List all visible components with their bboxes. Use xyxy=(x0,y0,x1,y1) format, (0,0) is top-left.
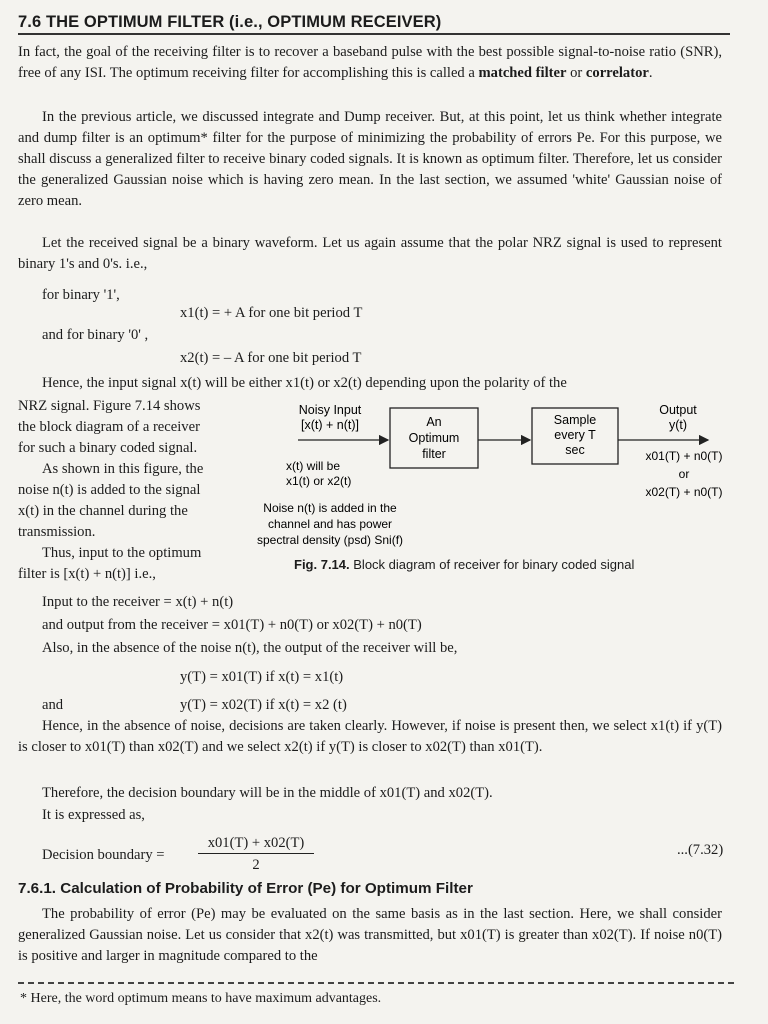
subsection-title: Calculation of Probability of Error (Pe) for Optimum Filter xyxy=(60,880,473,897)
heading-underline xyxy=(18,33,730,35)
output-option-2: x02(T) + n0(T) xyxy=(645,485,723,499)
svg-text:sec: sec xyxy=(565,443,585,457)
paragraph-optimum-filter: In the previous article, we discussed integrate and Dump receiver. But, at this point, let us think whether integrate and dump filter is an optimum* filter for the purpose of minimizing the probability of errors Pe. For this purpose, we shall discuss a generalized filter to receive binary coded signals. It is known as optimum filter. Therefore, let us consider the generalized Gaussian noise which is having zero mean. In the last section, we assumed 'white' Gaussian noise of zero mean. xyxy=(18,109,722,209)
noise-note-line3: spectral density (psd) Sni(f) xyxy=(256,533,404,547)
fraction-denominator: 2 xyxy=(252,857,260,873)
noisy-input-label: Noisy Input xyxy=(298,403,362,417)
svg-text:An: An xyxy=(426,415,442,429)
section-heading xyxy=(18,12,441,33)
input-equation: Input to the receiver = x(t) + n(t) xyxy=(42,594,234,610)
footnote: * Here, the word optimum means to have maximum advantages. xyxy=(20,991,382,1006)
svg-text:every T: every T xyxy=(554,428,596,442)
output-equation: and output from the receiver = x01(T) + n0(T) or x02(T) + n0(T) xyxy=(42,617,422,633)
output-option-1: x01(T) + n0(T) xyxy=(645,449,723,463)
svg-text:Sample: Sample xyxy=(553,413,597,427)
output-expr: y(t) xyxy=(668,418,688,432)
output-label: Output xyxy=(659,403,697,417)
paragraph-received-signal: Let the received signal be a binary waveform. Let us again assume that the polar NRZ signal is used to represent binary 1's and 0's. i.e., xyxy=(18,235,722,272)
binary-one-equation: x1(t) = + A for one bit period T xyxy=(180,305,363,321)
paragraph-intro: In fact, the goal of the receiving filter is to recover a baseband pulse with the best possible signal-to-noise ratio (SNR), free of any ISI. The optimum receiving filter for accomplishing this is called a matched filter or correlator. xyxy=(18,44,722,81)
decision-boundary-label: Decision boundary = xyxy=(42,847,165,863)
and-label: and xyxy=(42,697,64,713)
section-title: THE OPTIMUM FILTER (i.e., OPTIMUM RECEIVER) xyxy=(45,13,442,31)
noise-note-line2: channel and has power xyxy=(267,517,393,531)
fraction-numerator: x01(T) + x02(T) xyxy=(198,833,314,854)
noisy-input-expr: [x(t) + n(t)] xyxy=(301,418,359,432)
subsection-heading xyxy=(18,878,473,899)
figure-caption-text: Block diagram of receiver for binary coded signal xyxy=(353,557,635,572)
xt-note-line1: x(t) will be xyxy=(286,459,341,473)
paragraph-probability: The probability of error (Pe) may be evaluated on the same basis as in the last section. Here, we shall consider generalized Gaussian noise. Let us consider that x2(t) was transmitted, but x01(T) is greater than x02(T). If noise n0(T) is positive and larger in magnitude compared to the xyxy=(18,906,722,964)
block-diagram xyxy=(238,398,738,554)
y-equation-2: y(T) = x02(T) if x(t) = x2 (t) xyxy=(180,697,347,713)
output-or: or xyxy=(678,467,690,481)
binary-zero-label: and for binary '0' , xyxy=(42,327,149,343)
term-matched-filter: matched filter xyxy=(478,65,567,81)
footnote-divider xyxy=(18,982,734,984)
figure-caption xyxy=(294,554,634,575)
subsection-number: 7.6.1. xyxy=(18,880,56,897)
therefore-text: Therefore, the decision boundary will be in the middle of x01(T) and x02(T). xyxy=(42,785,493,801)
xt-note-line2: x1(t) or x2(t) xyxy=(286,474,352,488)
absence-noise-text: Also, in the absence of the noise n(t), the output of the receiver will be, xyxy=(42,640,458,656)
figure-caption-label: Fig. 7.14. xyxy=(294,557,350,572)
paragraph-decision: Hence, in the absence of noise, decisions are taken clearly. However, if noise is present then, we select x1(t) if y(T) is closer to x01(T) than x02(T) and we select x2(t) if y(T) is closer to x02(T) than x01(T). xyxy=(18,718,722,755)
left-column-text: NRZ signal. Figure 7.14 shows the block diagram of a receiver for such a binary coded signal. As shown in this figure, the noise n(t) is added to the signal x(t) in the channel during the transmission. Thus, input to the optimum filter is [x(t) + n(t)] i.e., xyxy=(18,398,204,582)
svg-text:filter: filter xyxy=(422,447,446,461)
term-correlator: correlator xyxy=(585,65,649,81)
svg-text:Optimum: Optimum xyxy=(408,431,460,445)
hence-line: Hence, the input signal x(t) will be either x1(t) or x2(t) depending upon the polarity of the xyxy=(42,375,567,391)
binary-one-label: for binary '1', xyxy=(42,287,120,303)
section-number: 7.6 xyxy=(18,13,42,31)
binary-zero-equation: x2(t) = – A for one bit period T xyxy=(180,350,362,366)
noise-note-line1: Noise n(t) is added in the xyxy=(263,501,397,515)
expressed-text: It is expressed as, xyxy=(42,807,145,823)
decision-boundary-fraction xyxy=(198,833,314,876)
equation-number: ...(7.32) xyxy=(677,842,724,858)
y-equation-1: y(T) = x01(T) if x(t) = x1(t) xyxy=(180,669,344,685)
